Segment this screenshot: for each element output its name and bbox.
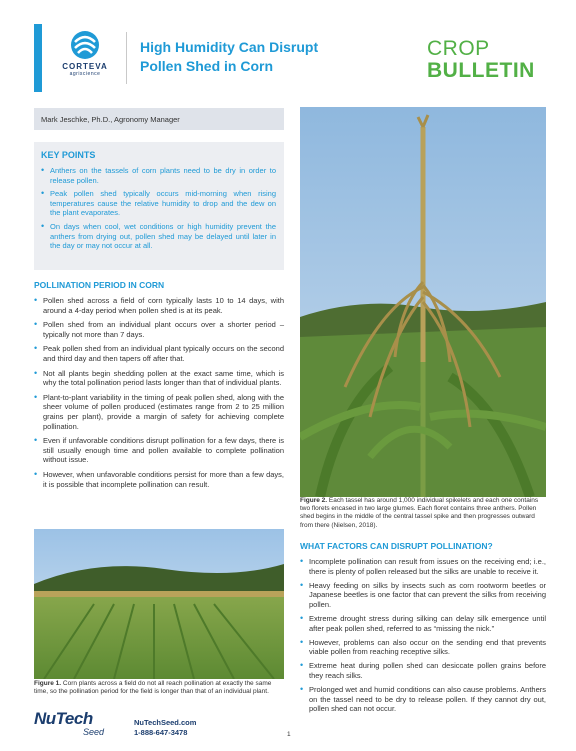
title-divider	[126, 32, 127, 84]
list-item: • Anthers on the tassels of corn plants need to be dry in order to release pollen.	[41, 166, 276, 185]
list-item: • Peak pollen shed from an individual plant typically occurs on the second and third day and then tapers off after that.	[34, 344, 284, 363]
title-line-1: High Humidity Can Disrupt	[140, 39, 319, 55]
key-points-list	[41, 166, 276, 251]
footer-website[interactable]: NuTechSeed.com	[134, 718, 197, 727]
figure-1-caption-text: Corn plants across a field do not all reach pollination at exactly the same time, so the pollination period for the field is longer than that of an individual plant.	[34, 680, 272, 696]
list-item: • Peak pollen shed typically occurs mid-morning when rising temperatures cause the relative humidity to drop and the dew on the plant evaporates.	[41, 189, 276, 218]
list-item: • Pollen shed from an individual plant occurs over a shorter period – typically not more than 7 days.	[34, 320, 284, 339]
crop-label: CROP	[427, 37, 490, 60]
logo-sub-text: agriscience	[69, 71, 101, 77]
pollination-section	[34, 280, 284, 494]
factors-list	[300, 557, 546, 714]
factors-section-title: WHAT FACTORS CAN DISRUPT POLLINATION?	[300, 541, 493, 551]
footer-contact	[134, 718, 196, 738]
header-accent-bar	[34, 24, 42, 92]
pollination-list	[34, 296, 284, 489]
corteva-emblem-icon	[70, 30, 100, 60]
figure-2-caption-text: Each tassel has around 1,000 individual spikelets and each one contains two florets encased in two large glumes. Each floret contains three anthers. Pollen shed begins in the middle of the central tassel spike and then progresses outward from there (Nielsen, 2018).	[300, 497, 539, 529]
list-item: • Even if unfavorable conditions disrupt pollination for a few days, there is still usually enough time and pollen available to complete pollination without issue.	[34, 436, 284, 465]
nutech-logo-sub: Seed	[82, 727, 104, 737]
list-item: • Extreme drought stress during silking can delay silk emergence until after peak pollen shed, referred to as “missing the nick.”	[300, 614, 546, 633]
factors-section	[300, 541, 546, 718]
nutech-logo	[34, 710, 124, 746]
cornfield-photo	[34, 529, 284, 679]
list-item: • On days when cool, wet conditions or high humidity prevent the anthers from drying out, pollen shed may be delayed until later in the day or may not occur at all.	[41, 222, 276, 251]
bulletin-label: BULLETIN	[427, 59, 535, 82]
pollination-section-title: POLLINATION PERIOD IN CORN	[34, 280, 165, 290]
figure-1-label: Figure 1.	[34, 680, 62, 687]
list-item: • Prolonged wet and humid conditions can also cause problems. Anthers on the tassel need to be dry to release pollen. If they cannot dry out, pollen shed can not occur.	[300, 685, 546, 714]
list-item: • Heavy feeding on silks by insects such as corn rootworm beetles or Japanese beetles is one factor that can prevent the silks from receiving pollen.	[300, 581, 546, 610]
page-number: 1	[287, 731, 291, 738]
corteva-logo	[52, 30, 118, 88]
footer-phone: 1-888-647-3478	[134, 728, 188, 737]
list-item: • Not all plants begin shedding pollen at the exact same time, which is why the total pollination period lasts longer than that of individual plants.	[34, 369, 284, 388]
key-points-title: KEY POINTS	[41, 150, 96, 160]
list-item: • However, when unfavorable conditions persist for more than a few days, it is possible that incomplete pollination can result.	[34, 470, 284, 489]
figure-2-label: Figure 2.	[300, 497, 328, 504]
figure-1-caption	[34, 680, 284, 696]
title-line-2: Pollen Shed in Corn	[140, 58, 274, 74]
list-item: • However, problems can also occur on the sending end that prevents viable pollen from reaching receptive silks.	[300, 638, 546, 657]
key-points-box	[34, 142, 284, 270]
list-item: • Incomplete pollination can result from issues on the receiving end; i.e., there is plenty of pollen released but the silks are unable to receive it.	[300, 557, 546, 576]
figure-2-caption	[300, 497, 546, 530]
corn-tassel-photo	[300, 107, 546, 497]
logo-brand-text: CORTEVA	[62, 62, 108, 71]
list-item: • Pollen shed across a field of corn typically lasts 10 to 14 days, with around a 4-day period when pollen shed is at its peak.	[34, 296, 284, 315]
author-bar: Mark Jeschke, Ph.D., Agronomy Manager	[34, 108, 284, 130]
list-item: • Plant-to-plant variability in the timing of peak pollen shed, along with the sheer volume of pollen produced (estimates range from 2 to 25 million grains per plant), provide a margin of safety for achieving complete pollination.	[34, 393, 284, 431]
nutech-logo-text: NuTech	[34, 709, 93, 728]
document-title	[140, 38, 380, 76]
list-item: • Extreme heat during pollen shed can desiccate pollen grains before they reach silks.	[300, 661, 546, 680]
